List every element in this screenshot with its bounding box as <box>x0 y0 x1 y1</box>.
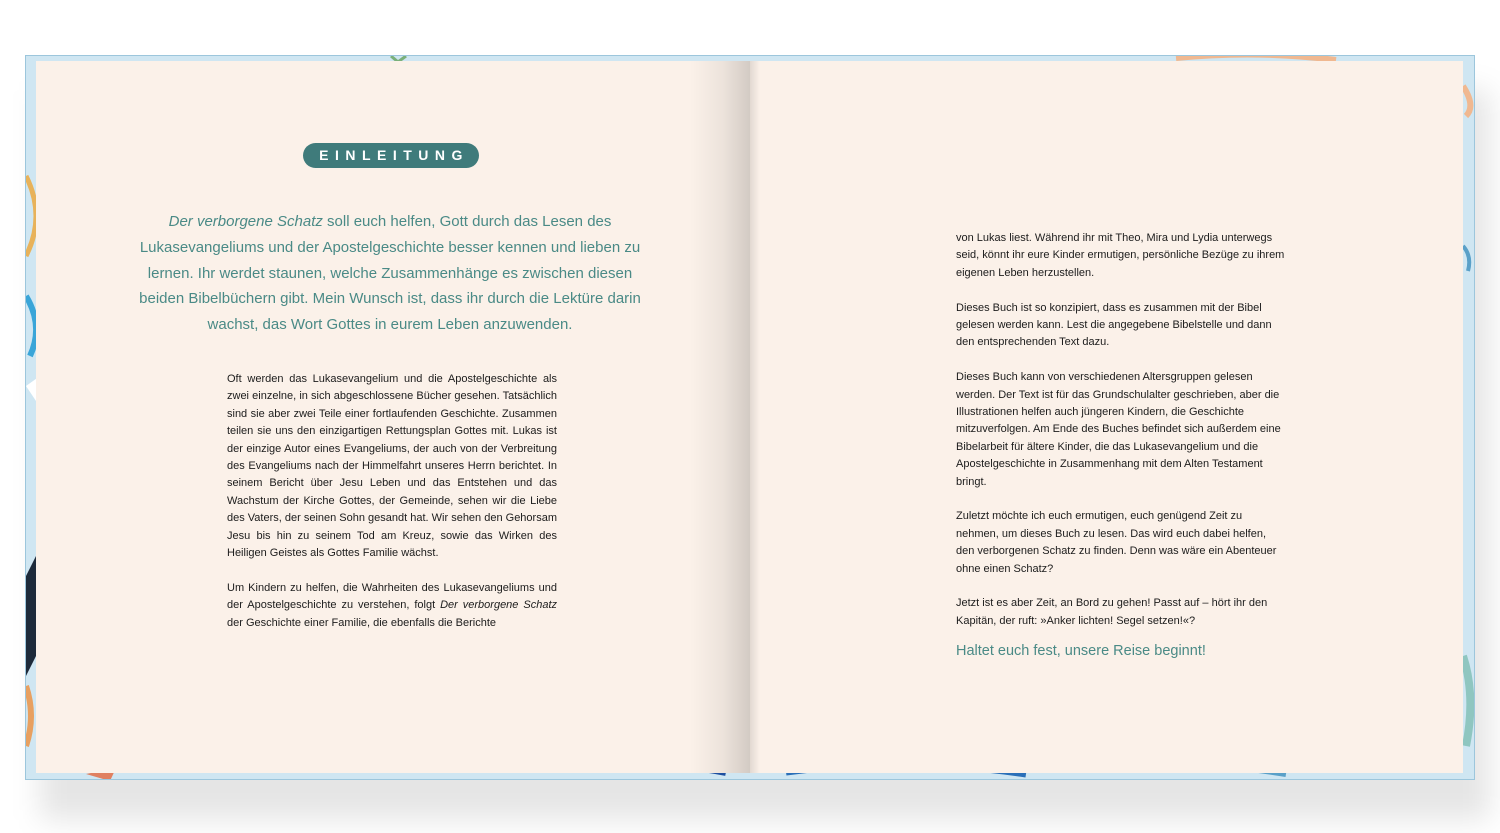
left-paragraph-2-end: der Geschichte einer Familie, die ebenfalls die Berichte <box>227 616 497 629</box>
right-paragraph-3: Dieses Buch kann von verschiedenen Altersgruppen gelesen werden. Der Text ist für das Grundschulalter geschrieben, aber die Illustrationen helfen auch jüngeren Kindern, die Geschichte mitzuverfolgen. Am Ende des Buches befindet sich außerdem eine Bibelarbeit für ältere Kinder, die das Lukasevangelium und die Apostelgeschichte in Zusammenhang mit dem Alten Testament bringt. <box>956 371 1281 488</box>
right-paragraph-4: Zuletzt möchte ich euch ermutigen, euch genügend Zeit zu nehmen, um dieses Buch zu lesen. Das wird euch dabei helfen, den verborgenen Schatz zu finden. Denn was wäre ein Abenteuer ohne einen Schatz? <box>956 510 1277 575</box>
book-cover <box>25 55 1475 780</box>
gutter-shadow <box>690 61 750 773</box>
right-paragraph-1: von Lukas liest. Während ihr mit Theo, Mira und Lydia unterwegs seid, könnt ihr eure Kinder ermutigen, persönliche Bezüge zu ihrem eigenen Leben herzustellen. <box>956 232 1285 279</box>
book-title-inline: Der verborgene Schatz <box>440 599 557 612</box>
intro-text: soll euch helfen, Gott durch das Lesen des Lukasevangeliums und der Apostelgeschichte besser kennen und lieben zu lernen. Ihr werdet staunen, welche Zusammenhänge es zwischen diesen beiden Bibelbüchern gibt. Mein Wunsch ist, dass ihr durch die Lektüre darin wachst, das Wort Gottes in eurem Leben anzuwenden. <box>139 213 641 334</box>
left-paragraph-2 <box>227 580 557 632</box>
gutter-shadow-right <box>750 61 760 773</box>
left-paragraph-1: Oft werden das Lukasevangelium und die Apostelgeschichte als zwei einzelne, in sich abgeschlossene Bücher gesehen. Tatsächlich sind sie aber zwei Teile einer fortlaufenden Geschichte. Zusammen teilen sie uns den einzigartigen Rettungsplan Gottes mit. Lukas ist der einzige Autor eines Evangeliums, der auch von der Verbreitung des Evangeliums nach der Himmelfahrt unseres Herrn berichtet. In seinem Bericht über Jesu Leben und das Entstehen und das Wachstum der Kirche Gottes, der Gemeinde, sehen wir die Liebe des Vaters, der seinen Sohn gesandt hat. Wir sehen den Gehorsam Jesu bis hin zu seinem Tod am Kreuz, sowie das Wirken des Heiligen Geistes als Gottes Familie wächst. <box>227 373 557 560</box>
right-page <box>750 61 1463 773</box>
section-badge: EINLEITUNG <box>303 143 479 168</box>
left-paragraph-2-start: Um Kindern zu helfen, die Wahrheiten des Lukasevangeliums und der Apostelgeschichte zu verstehen, folgt <box>227 581 557 612</box>
right-body-text <box>956 230 1286 648</box>
right-paragraph-5: Jetzt ist es aber Zeit, an Bord zu gehen! Passt auf – hört ihr den Kapitän, der ruft: »Anker lichten! Segel setzen!«? <box>956 597 1268 627</box>
closing-line: Haltet euch fest, unsere Reise beginnt! <box>956 643 1206 659</box>
book-title: Der verborgene Schatz <box>168 213 323 230</box>
right-paragraph-2: Dieses Buch ist so konzipiert, dass es zusammen mit der Bibel gelesen werden kann. Lest die angegebene Bibelstelle und dann den entsprechenden Text dazu. <box>956 301 1272 349</box>
intro-paragraph <box>124 209 656 338</box>
left-page <box>36 61 750 773</box>
left-body-text <box>227 371 557 649</box>
